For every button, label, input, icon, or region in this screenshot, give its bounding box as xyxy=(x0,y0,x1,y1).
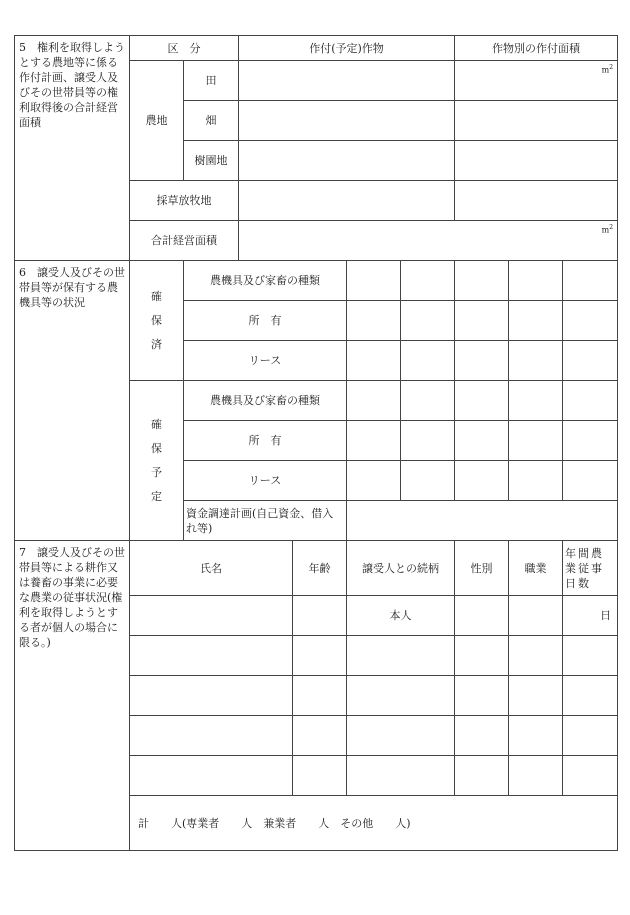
planned-lease-cell[interactable] xyxy=(347,461,401,501)
planned-lease-cell[interactable] xyxy=(401,461,455,501)
owned-cell[interactable] xyxy=(563,301,618,341)
lease-label: リース xyxy=(184,461,347,501)
header-category: 区 分 xyxy=(130,36,239,61)
planned-machinery-cell[interactable] xyxy=(509,381,563,421)
name-cell[interactable] xyxy=(130,596,293,636)
planned-machinery-cell[interactable] xyxy=(455,381,509,421)
field-area-field[interactable] xyxy=(455,101,618,141)
days-cell[interactable] xyxy=(563,756,618,796)
occupation-cell[interactable] xyxy=(509,716,563,756)
days-cell[interactable] xyxy=(563,676,618,716)
days-cell[interactable]: 日 xyxy=(563,596,618,636)
name-cell[interactable] xyxy=(130,756,293,796)
relation-cell[interactable] xyxy=(347,756,455,796)
total-area-field[interactable] xyxy=(239,221,618,261)
age-cell[interactable] xyxy=(293,716,347,756)
gender-cell[interactable] xyxy=(455,596,509,636)
pasture-crop-field[interactable] xyxy=(239,181,455,221)
lease-label: リース xyxy=(184,341,347,381)
lease-cell[interactable] xyxy=(563,341,618,381)
machinery-cell[interactable] xyxy=(347,261,401,301)
machinery-cell[interactable] xyxy=(401,261,455,301)
funding-plan-field[interactable] xyxy=(347,501,618,541)
lease-cell[interactable] xyxy=(509,341,563,381)
occupation-cell[interactable] xyxy=(509,596,563,636)
occupation-cell[interactable] xyxy=(509,636,563,676)
farmland-label: 農地 xyxy=(130,61,184,181)
gender-cell[interactable] xyxy=(455,636,509,676)
section7-title: 7 譲受人及びその世帯員等による耕作又は養畜の事業に必要な農業の従事状況(権利を取得しようとする者が個人の場合に限る。) xyxy=(15,541,130,851)
col-farm-days: 年間農業従事日数 xyxy=(563,541,618,596)
planned-machinery-cell[interactable] xyxy=(347,381,401,421)
planned-owned-cell[interactable] xyxy=(401,421,455,461)
planned-owned-cell[interactable] xyxy=(563,421,618,461)
machinery-type-label: 農機具及び家畜の種類 xyxy=(184,261,347,301)
machinery-type-label: 農機具及び家畜の種類 xyxy=(184,381,347,421)
header-crop-area: 作物別の作付面積 xyxy=(455,36,618,61)
days-cell[interactable] xyxy=(563,716,618,756)
worker-total-line[interactable]: 計 人(専業者 人 兼業者 人 その他 人) xyxy=(130,796,618,851)
col-relation: 譲受人との続柄 xyxy=(347,541,455,596)
owned-label: 所 有 xyxy=(184,301,347,341)
age-cell[interactable] xyxy=(293,676,347,716)
application-form-table xyxy=(14,35,618,851)
paddy-label: 田 xyxy=(184,61,239,101)
relation-cell[interactable] xyxy=(347,716,455,756)
owned-cell[interactable] xyxy=(401,301,455,341)
age-cell[interactable] xyxy=(293,596,347,636)
occupation-cell[interactable] xyxy=(509,756,563,796)
name-cell[interactable] xyxy=(130,716,293,756)
paddy-crop-field[interactable] xyxy=(239,61,455,101)
funding-plan-label: 資金調達計画(自己資金、借入れ等) xyxy=(184,501,347,541)
planned-machinery-cell[interactable] xyxy=(563,381,618,421)
owned-cell[interactable] xyxy=(509,301,563,341)
lease-cell[interactable] xyxy=(401,341,455,381)
header-crop: 作付(予定)作物 xyxy=(239,36,455,61)
gender-cell[interactable] xyxy=(455,756,509,796)
machinery-cell[interactable] xyxy=(563,261,618,301)
gender-cell[interactable] xyxy=(455,716,509,756)
relation-cell[interactable] xyxy=(347,676,455,716)
planned-lease-cell[interactable] xyxy=(509,461,563,501)
planned-lease-cell[interactable] xyxy=(563,461,618,501)
planned-owned-cell[interactable] xyxy=(347,421,401,461)
pasture-label: 採草放牧地 xyxy=(130,181,239,221)
col-age: 年齢 xyxy=(293,541,347,596)
planned-machinery-cell[interactable] xyxy=(401,381,455,421)
owned-label: 所 有 xyxy=(184,421,347,461)
days-cell[interactable] xyxy=(563,636,618,676)
field-crop-field[interactable] xyxy=(239,101,455,141)
owned-cell[interactable] xyxy=(347,301,401,341)
occupation-cell[interactable] xyxy=(509,676,563,716)
orchard-area-field[interactable] xyxy=(455,141,618,181)
age-cell[interactable] xyxy=(293,756,347,796)
machinery-cell[interactable] xyxy=(509,261,563,301)
name-cell[interactable] xyxy=(130,676,293,716)
planned-lease-cell[interactable] xyxy=(455,461,509,501)
square-meter-unit: $m^2$ xyxy=(601,64,614,75)
planned-owned-cell[interactable] xyxy=(509,421,563,461)
col-name: 氏名 xyxy=(130,541,293,596)
planned-label: 確 保 予 定 xyxy=(130,381,184,541)
total-area-label: 合計経営面積 xyxy=(130,221,239,261)
col-occupation: 職業 xyxy=(509,541,563,596)
gender-cell[interactable] xyxy=(455,676,509,716)
orchard-crop-field[interactable] xyxy=(239,141,455,181)
name-cell[interactable] xyxy=(130,636,293,676)
secured-label: 確 保 済 xyxy=(130,261,184,381)
field-label: 畑 xyxy=(184,101,239,141)
pasture-area-field[interactable] xyxy=(455,181,618,221)
section6-title: 6 譲受人及びその世帯員等が保有する農機具等の状況 xyxy=(15,261,130,541)
section5-title: 5 権利を取得しようとする農地等に係る作付計画、譲受人及びその世帯員等の権利取得後の合計経営面積 xyxy=(15,36,130,261)
relation-cell: 本人 xyxy=(347,596,455,636)
square-meter-unit: $m^2$ xyxy=(601,224,614,235)
machinery-cell[interactable] xyxy=(455,261,509,301)
owned-cell[interactable] xyxy=(455,301,509,341)
planned-owned-cell[interactable] xyxy=(455,421,509,461)
paddy-area-field[interactable] xyxy=(455,61,618,101)
lease-cell[interactable] xyxy=(455,341,509,381)
relation-cell[interactable] xyxy=(347,636,455,676)
age-cell[interactable] xyxy=(293,636,347,676)
col-gender: 性別 xyxy=(455,541,509,596)
lease-cell[interactable] xyxy=(347,341,401,381)
orchard-label: 樹園地 xyxy=(184,141,239,181)
